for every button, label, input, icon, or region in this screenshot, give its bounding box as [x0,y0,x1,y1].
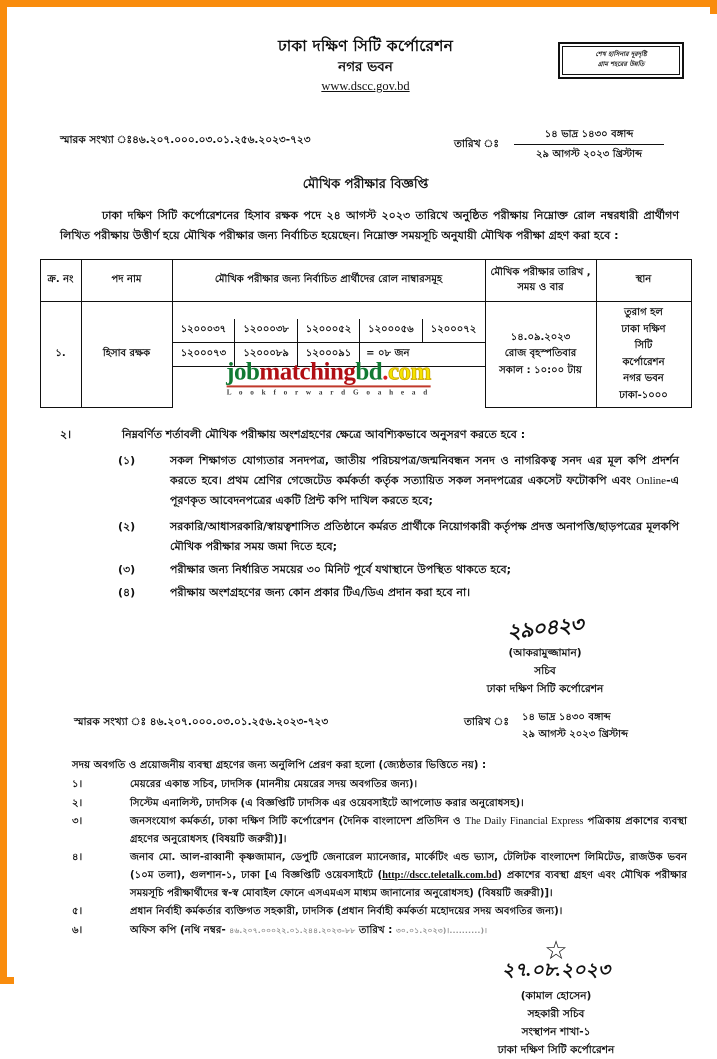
watermark-part-bd: bd [355,358,383,386]
slogan-stamp-box [558,42,684,79]
watermark-part-matching: matching [259,358,356,386]
organization-website: www.dscc.gov.bd [321,79,410,94]
condition-item-1 [60,451,679,511]
signatory-role-2: সহকারী সচিব [527,1007,585,1020]
cell-post-name: হিসাব রক্ষক [81,302,172,408]
teletalk-url-link[interactable]: http://dscc.teletalk.com.bd [382,870,498,882]
header-post-name: পদ নাম [81,260,172,302]
memo-date-label-bottom: তারিখ ঃ [464,715,509,728]
distribution-text-6c: তারিখ : [355,924,396,936]
watermark-part-dot: . [382,358,388,386]
condition-item-3 [60,560,679,580]
distribution-text-3c: পত্রিকায় প্রকাশের ব্যবস্থা গ্রহণের অনুরোধসহ (বিষয়টি জরুরী)]। [130,816,687,845]
intro-paragraph: ঢাকা দক্ষিণ সিটি কর্পোরেশনের হিসাব রক্ষক পদে ২৪ আগস্ট ২০২৩ তারিখে অনুষ্ঠিত পরীক্ষায় নিম্নোক্ত রোল নম্বরধারী প্রার্থীগণ লিখিত পরীক্ষায় উত্তীর্ণ হয়ে মৌখিক পরীক্ষার জন্য নির্বাচিত হয়েছেন। নিম্নোক্ত সময়সূচি অনুযায়ী মৌখিক পরীক্ষা গ্রহণ করা হবে : [60,209,679,242]
distribution-text-5: প্রধান নির্বাহী কর্মকর্তার ব্যক্তিগত সহকারী, ঢাদসিক (প্রধান নির্বাহী কর্মকর্তা মহোদয়ের সদয় অবগতির জন্য)। [130,906,563,918]
slogan-line-2: গ্রাম শহরের উন্নতি [597,59,645,68]
handwritten-signature-2: ২৭.০৮.২০২৩ [501,960,611,982]
watermark-tagline: L o o k f o r w a r d G o a h e a d [226,388,431,397]
signatory-org-1: ঢাকা দক্ষিণ সিটি কর্পোরেশন [486,683,604,696]
list-item [72,903,687,921]
memo-date-block-top [514,127,664,163]
condition-number-3: (৩) [118,562,136,576]
condition-text-1c: -এ পূরণকৃত আবেদনপত্রের একটি প্রিন্ট কপি দাখিল করতে হবে; [170,473,680,508]
venue-line-4: কর্পোরেশন [622,356,665,368]
memo-number-bottom: স্মারক সংখ্যা ঃ ৪৬.২০৭.০০০.০৩.০১.২৫৬.২০২৩-৭২৩ [74,715,329,728]
condition-text-3: পরীক্ষার জন্য নির্ধারিত সময়ের ৩০ মিনিট পূর্বে যথাস্থানে উপস্থিত থাকতে হবে; [170,562,512,576]
roll-total-count: = ০৮ জন [360,343,485,367]
exam-date: ১৪.০৯.২০২৩ [510,331,571,343]
exam-day: রোজ বৃহস্পতিবার [504,348,577,360]
newspaper-name: The Daily Financial Express [464,816,584,828]
organization-title: ঢাকা দক্ষিণ সিটি কর্পোরেশন [277,37,454,55]
list-item [72,813,687,848]
roll-number: ১২০০০৫৬ [360,319,422,343]
distribution-number-2: ২। [72,797,83,809]
memo-date-block-bottom [522,709,628,744]
watermark-cell [173,358,485,397]
memo-header-top [14,127,717,169]
list-item [72,849,687,902]
cell-serial: ১. [40,302,81,408]
roll-number: ১২০০০৫২ [297,319,359,343]
distribution-number-3: ৩। [72,816,83,828]
memo-date-bangla-top: ১৪ ভাদ্র ১৪৩০ বঙ্গাব্দ [514,127,664,145]
condition-text-4: পরীক্ষায় অংশগ্রহণের জন্য কোন প্রকার টিএ/ডিএ প্রদান করা হবে না। [170,585,471,599]
condition-text-1a: সকল শিক্ষাগত যোগ্যতার সনদপত্র, জাতীয় পরিচয়পত্র/জন্মনিবন্ধন সনদ ও নাগরিকত্ব সনদ এর মূল কপি প্রদর্শন করতে হবে। প্রথম শ্রেণির গেজেটেড কর্মকর্তা কর্তৃক সত্যায়িত সকল সনদপত্রের একসেট ফটোকপি এবং [170,453,679,487]
distribution-text-4c: ) প্রকাশের ব্যবস্থা গ্রহণ এবং মৌখিক পরীক্ষার সময়সূচি পরীক্ষার্থীদের স্ব-স্ব মোবাইল ফোনে এসএমএস মাধ্যম জানানোর অনুরোধসহ) (বিষয়টি জরুরী)]। [130,870,688,899]
office-file-date: ৩০.০১.২০২৩)।..........)। [395,925,488,935]
watermark-part-job: job [226,358,260,386]
cell-venue [596,302,691,408]
memo-date-label-top: তারিখ ঃ [454,138,499,150]
header-serial: ক্র. নং [40,260,81,302]
conditions-block [60,426,679,602]
page-title: মৌখিক পরীক্ষার বিজ্ঞপ্তি [302,177,429,192]
roll-number: ১২০০০৩৭ [173,319,235,343]
distribution-number-1: ১। [72,779,83,791]
distribution-text-6a: অফিস কপি (নথি নম্বর- [130,924,230,936]
memo-number-top: স্মারক সংখ্যা ঃ৪৬.২০৭.০০০.০৩.০১.২৫৬.২০২৩-৭২৩ [60,134,311,146]
venue-line-6: ঢাকা-১০০০ [619,389,668,401]
condition-item-2 [60,517,679,557]
condition-text-1b: Online [636,474,667,487]
header-roll-numbers: মৌখিক পরীক্ষার জন্য নির্বাচিত প্রার্থীদের রোল নাম্বারসমূহ [172,260,485,302]
list-item [72,922,687,940]
exam-time: সকাল : ১০:০০ টায় [499,364,582,376]
signatory-role-1: সচিব [534,665,556,678]
signatory-name-1: (আকরামুজ্জামান) [508,647,582,660]
distribution-number-4: ৪। [72,852,83,864]
venue-line-2: ঢাকা দক্ষিণ [621,323,666,335]
signatory-org-2: ঢাকা দক্ষিণ সিটি কর্পোরেশন [497,1043,615,1056]
signature-block-assistant-secretary [431,936,681,1059]
slogan-stamp-inner [562,46,680,75]
memo-date-bangla-bottom: ১৪ ভাদ্র ১৪৩০ বঙ্গাব্দ [522,711,611,723]
venue-line-1: তুরাগ হল [624,307,663,319]
signatory-section-2: সংস্থাপন শাখা-১ [521,1025,591,1038]
watermark-underline [226,386,431,388]
roll-number: ১২০০০৩৮ [235,319,297,343]
memo-date-english-top: ২৯ আগস্ট ২০২৩ খ্রিস্টাব্দ [535,149,643,160]
distribution-intro: সদয় অবগতি ও প্রয়োজনীয় ব্যবস্থা গ্রহণের জন্য অনুলিপি প্রেরণ করা হলো (জ্যেষ্ঠতার ভিত্তিতে নয়) : [72,759,487,771]
roll-row-watermark [173,367,485,391]
exam-schedule-table [40,259,692,408]
roll-row-1 [173,319,485,343]
memo-date-english-bottom: ২৯ আগস্ট ২০২৩ খ্রিস্টাব্দ [522,729,629,741]
roll-number: ১২০০০৭৩ [173,343,235,367]
distribution-text-2: সিস্টেম এনালিস্ট, ঢাদসিক (এ বিজ্ঞপ্তিটি ঢাদসিক এর ওয়েবসাইটে আপলোড করার অনুরোধসহ)। [130,797,524,809]
conditions-heading [60,426,679,445]
list-item [72,795,687,813]
venue-line-3: সিটি [634,340,653,352]
table-header-row [40,260,691,302]
memo-header-bottom [14,709,717,753]
table-row [40,302,691,408]
condition-number-1: (১) [118,453,136,467]
condition-text-2: সরকারি/আধাসরকারি/স্বায়ত্বশাসিত প্রতিষ্ঠানে কর্মরত প্রার্থীকে নিয়োগকারী কর্তৃপক্ষ প্রদত্ত অনাপত্তি/ছাড়পত্রের মূলকপি মৌখিক পরীক্ষার সময় জমা দিতে হবে; [170,520,679,554]
cell-roll-numbers [172,302,485,408]
handwritten-signature-1: ২৯০৪২৩ [505,612,584,645]
document-header [14,14,717,119]
distribution-text-4a: জনাব মো. আল-রাব্বানী কৃষ্ণজামান, ডেপুটি জেনারেল ম্যানেজার, মার্কেটিং এন্ড ভ্যাস, টেলিটক বাংলাদেশ লিমিটেড, রাজউক ভবন (১০ম তলা), গুলশান-১, ঢাকা [এ বিজ্ঞপ্তিটি ওয়েবসাইটে ( [130,852,687,882]
condition-item-4 [60,583,679,603]
distribution-list [72,776,687,939]
condition-number-4: (৪) [118,585,136,599]
distribution-number-6: ৬। [72,924,83,936]
venue-line-5: নগর ভবন [623,373,664,385]
roll-number-grid [173,319,485,397]
header-date-time: মৌখিক পরীক্ষার তারিখ , সময় ও বার [485,260,596,302]
distribution-text-1: মেয়রের একান্ত সচিব, ঢাদসিক (মাননীয় মেয়রের সদয় অবগতির জন্য)। [130,779,418,791]
signatory-name-2: (কামাল হোসেন) [520,990,592,1003]
cell-date-time [485,302,596,408]
slogan-line-1: শেখ হাসিনার দূরদৃষ্টি [595,50,647,58]
signature-star-mark: ☆ [544,936,568,966]
signature-block-secretary [415,612,675,699]
header-venue: স্থান [596,260,691,302]
roll-number: ১২০০০৭২ [422,319,484,343]
roll-number: ১২০০০৮৯ [235,343,297,367]
conditions-heading-text: নিম্নবর্ণিত শর্তাবলী মৌখিক পরীক্ষায় অংশগ্রহণের ক্ষেত্রে আবশ্যিকভাবে অনুসরণ করতে হবে : [122,428,526,442]
distribution-text-3a: জনসংযোগ কর্মকর্তা, ঢাকা দক্ষিণ সিটি কর্পোরেশন (দৈনিক বাংলাদেশ প্রতিদিন ও [130,816,465,828]
organization-subtitle: নগর ভবন [338,58,393,75]
watermark-part-com: com [387,358,431,386]
document-sheet [14,14,717,1056]
condition-number-2: (২) [118,520,136,534]
distribution-number-5: ৫। [72,906,83,918]
office-file-number: ৪৬.২০৭.০০০২২.০১.২৪৪.২০২৩-৮৮ [229,925,356,935]
roll-number: ১২০০০৯১ [297,343,359,367]
list-item [72,776,687,794]
site-watermark [226,360,431,397]
conditions-number: ২। [60,428,72,442]
